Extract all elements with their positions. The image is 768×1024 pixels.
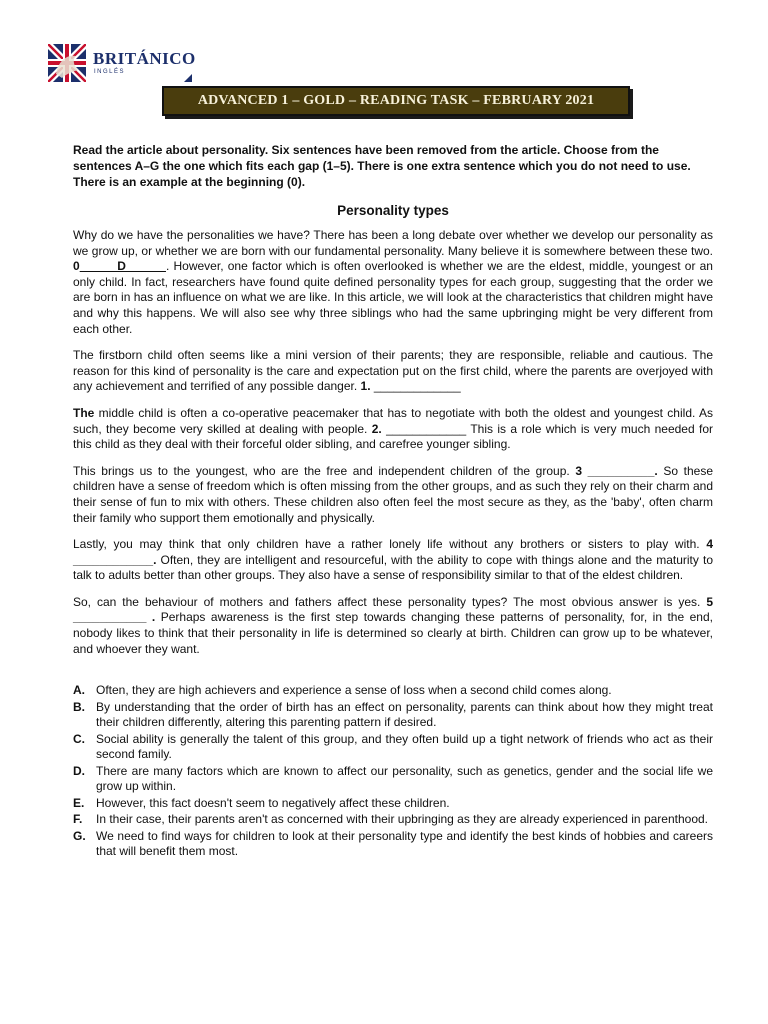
option-text: There are many factors which are known to affect our personality, such as genetics, gender and the social life we grow up within. (96, 763, 713, 794)
gap-number: 2. (371, 421, 382, 436)
article-paragraph-1: Why do we have the personalities we have? There has been a long debate over whether we develop our personality as we grow up, or whether we are born with our fundamental personality. Many believe it is somewhere between these two. 0 _____D______. However, one factor which is often overlooked is whether we are the eldest, middle, youngest or an only child. In fact, researchers have found quite defined personality types for each group, suggesting that the order we are born in has an influence on what we are like. In this article, we will look at the characteristics that children might have and why this happens. We will also see why three siblings who had the same upbringing might be very different from each other. (73, 228, 713, 336)
list-item (73, 796, 713, 812)
option-text: By understanding that the order of birth has an effect on personality, parents can think about how they might treat their children differently, altering this parenting pattern if desired. (96, 699, 713, 730)
option-text: However, this fact doesn't seem to negatively affect these children. (96, 795, 450, 810)
article-paragraph-3: The middle child is often a co-operative peacemaker that has to negotiate with both the oldest and youngest child. As such, they become very skilled at dealing with people. 2. ____________ This is a role which is very much needed for this child as they deal with their forceful older sibling, and carefree younger sibling. (73, 405, 714, 452)
logo-subtitle: INGLÉS (94, 69, 126, 75)
list-item (73, 812, 713, 828)
gap-blank: ____________. (73, 552, 157, 567)
answer-options-list (73, 683, 713, 860)
page-title: ADVANCED 1 – GOLD – READING TASK – FEBRUARY 2021 (197, 93, 595, 108)
option-letter: C. (73, 731, 85, 746)
list-item (73, 732, 713, 763)
option-text: Social ability is generally the talent of this group, and they often build up a tight network of friends who act as their second family. (96, 731, 713, 762)
article-paragraph-2: The firstborn child often seems like a mini version of their parents; they are responsible, reliable and cautious. The reason for this kind of personality is the care and expectation put on the first child, where the parents are overjoyed with any achievement and terrified of any possible danger. 1. _____________ (73, 348, 713, 394)
gap-number: 4 (706, 537, 713, 552)
list-item (73, 700, 713, 731)
worksheet-content (73, 142, 713, 861)
article-paragraph-6: So, can the behaviour of mothers and fathers affect these personality types? The most obvious answer is yes. 5 ___________ . Perhaps awareness is the first step towards changing these patterns of personality, for, in the end, nobody likes to think that their personality in life is determined so clearly at birth. Children can grow up to be whatever, and whoever they want. (73, 594, 713, 656)
gap-number: 5 (706, 594, 713, 609)
gap-blank: ____________ (381, 421, 467, 436)
option-letter: B. (73, 699, 85, 714)
option-letter: F. (73, 812, 83, 827)
gap-blank: ___________ . (73, 610, 156, 625)
gap-blank: _____________ (370, 379, 461, 394)
option-letter: E. (73, 795, 85, 810)
union-jack-lion-icon (48, 44, 86, 82)
article-paragraph-4: This brings us to the youngest, who are the free and independent children of the group. 3 __________. So these children have a sense of freedom which is often missing from the other groups, and as such they rely on their charm and their sense of fun to mix with others. These children also often feel the most secure as they, as the 'baby', often charm their family who support them emotionally and physically. (73, 463, 714, 525)
list-item (73, 683, 713, 699)
option-text: Often, they are high achievers and experience a sense of loss when a second child comes along. (96, 683, 612, 698)
option-letter: D. (73, 763, 85, 778)
option-text: In their case, their parents aren't as concerned with their upbringing as they are already experienced in parenthood. (96, 812, 708, 827)
logo-brand-name: BRITÁNICO (93, 49, 196, 68)
corner-triangle-icon (184, 74, 192, 82)
gap-example: _____D______ (79, 259, 166, 274)
gap-number: 3 (575, 463, 583, 478)
gap-blank: __________. (582, 463, 658, 478)
option-text: We need to find ways for children to look at their personality type and identify the best kinds of hobbies and careers that will benefit them most. (96, 828, 713, 859)
article-paragraph-5: Lastly, you may think that only children have a rather lonely life without any brothers or sisters to play with. 4 ____________. Often, they are intelligent and resourceful, with the ability to cope with things alone and the maturity to talk to adults better than other groups. They also have a sense of responsibility similar to that of the eldest children. (73, 537, 713, 583)
title-banner (162, 86, 630, 116)
option-letter: A. (73, 683, 85, 698)
list-item (73, 764, 713, 795)
option-letter: G. (73, 828, 86, 843)
gap-number: 1. (360, 379, 371, 394)
instructions: Read the article about personality. Six sentences have been removed from the article. Choose from the sentences A–G the one which fits each gap (1–5). There is one extra sentence which you do not need to use. There is an example at the beginning (0). (73, 143, 691, 189)
gap-number: 0 (73, 259, 80, 274)
list-item (73, 829, 713, 860)
article-heading: Personality types (337, 203, 449, 218)
